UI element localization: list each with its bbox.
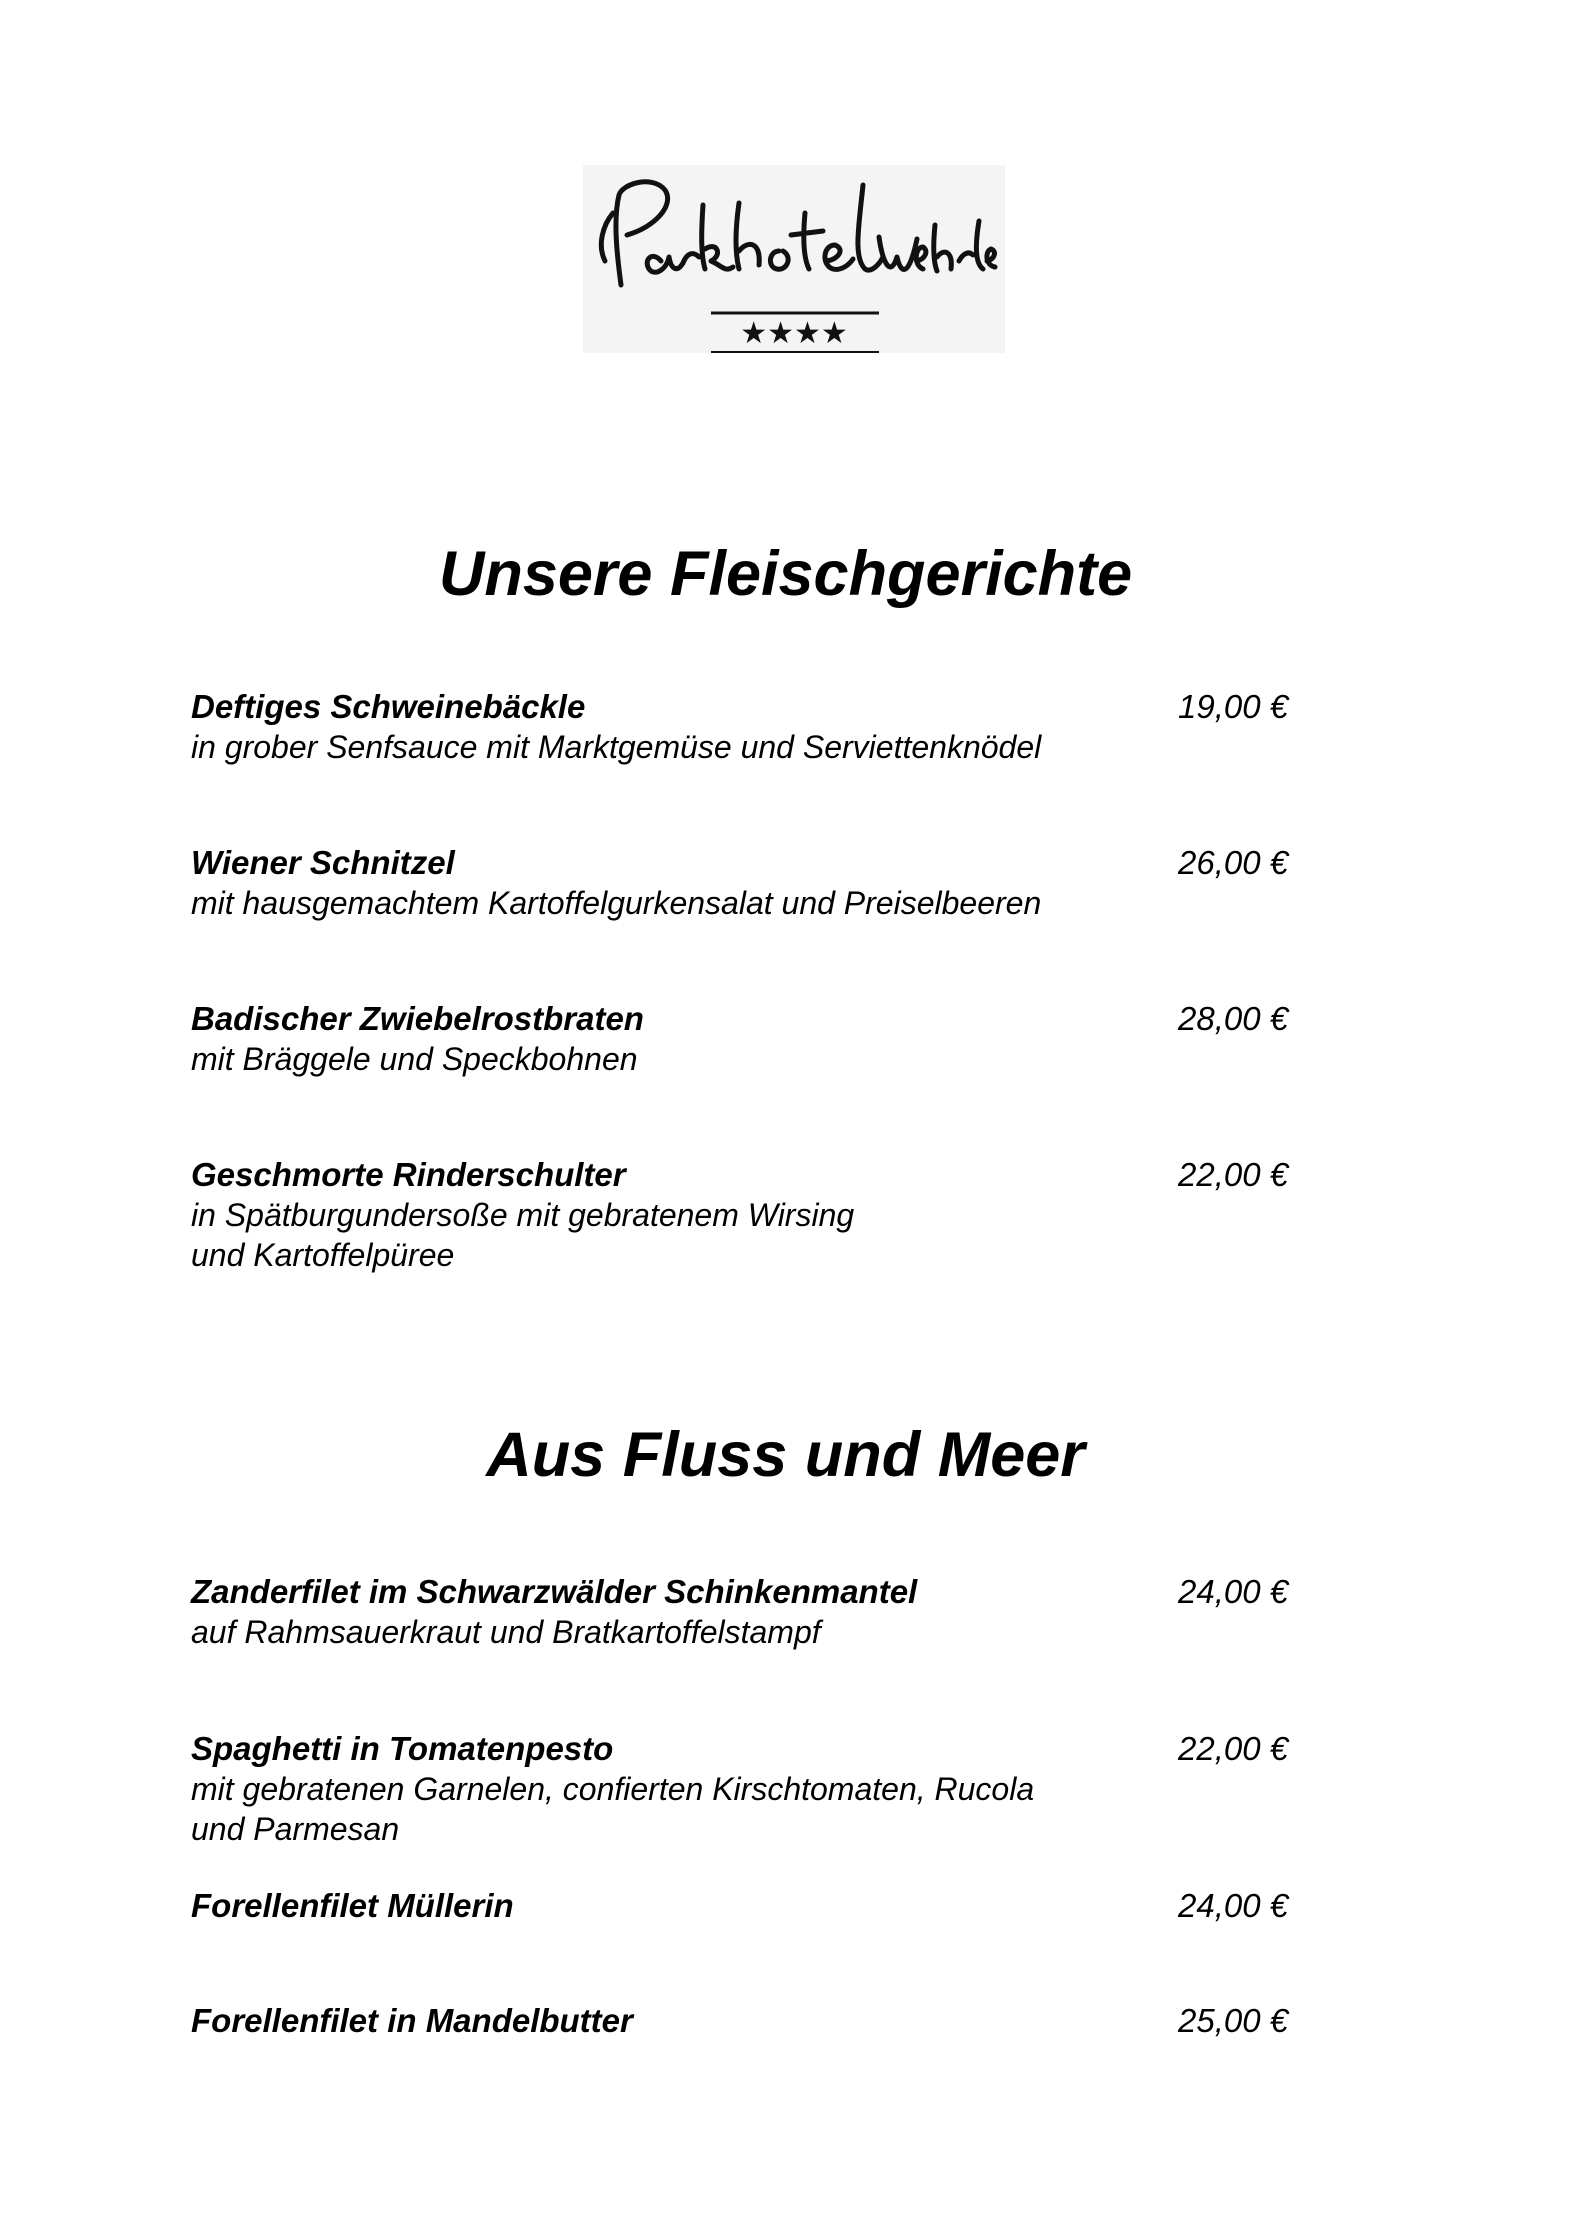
dish-price: 24,00 € [1178,1573,1289,1610]
dish-name: Badischer Zwiebelrostbraten [191,1000,644,1037]
dish-description: auf Rahmsauerkraut und Bratkartoffelstampf [191,1614,821,1650]
menu-item [191,687,1311,767]
dish-name: Spaghetti in Tomatenpesto [191,1730,614,1767]
dish-price: 22,00 € [1178,1156,1289,1193]
dish-description: und Kartoffelpüree [191,1237,455,1273]
dish-price: 25,00 € [1178,2002,1289,2039]
menu-item [191,1729,1311,1849]
dish-name: Wiener Schnitzel [191,844,455,881]
dish-name: Forellenfilet in Mandelbutter [191,2002,633,2039]
dish-description: mit gebratenen Garnelen, confierten Kirschtomaten, Rucola [191,1771,1035,1807]
menu-item [191,1572,1311,1652]
dish-description: mit Bräggele und Speckbohnen [191,1041,638,1077]
menu-item [191,1886,1311,1926]
dish-name: Deftiges Schweinebäckle [191,688,586,725]
dish-price: 22,00 € [1178,1730,1289,1767]
dish-name: Geschmorte Rinderschulter [191,1156,626,1193]
hotel-logo-stars: ★★★★ [740,316,848,351]
section-title-fish: Aus Fluss und Meer [486,1420,1085,1490]
dish-description: mit hausgemachtem Kartoffelgurkensalat und Preiselbeeren [191,885,1042,921]
dish-name: Zanderfilet im Schwarzwälder Schinkenmantel [191,1573,918,1610]
dish-name: Forellenfilet Müllerin [191,1887,514,1924]
section-title-meat: Unsere Fleischgerichte [438,539,1133,609]
menu-item [191,843,1311,923]
dish-price: 28,00 € [1178,1000,1289,1037]
dish-price: 24,00 € [1178,1887,1289,1924]
dish-description: in grober Senfsauce mit Marktgemüse und Serviettenknödel [191,729,1042,765]
dish-description: in Spätburgundersoße mit gebratenem Wirsing [191,1197,855,1233]
dish-price: 26,00 € [1178,844,1289,881]
dish-price: 19,00 € [1178,688,1289,725]
menu-item [191,2001,1311,2041]
menu-item [191,999,1311,1079]
dish-description: und Parmesan [191,1811,400,1847]
menu-item [191,1155,1311,1275]
